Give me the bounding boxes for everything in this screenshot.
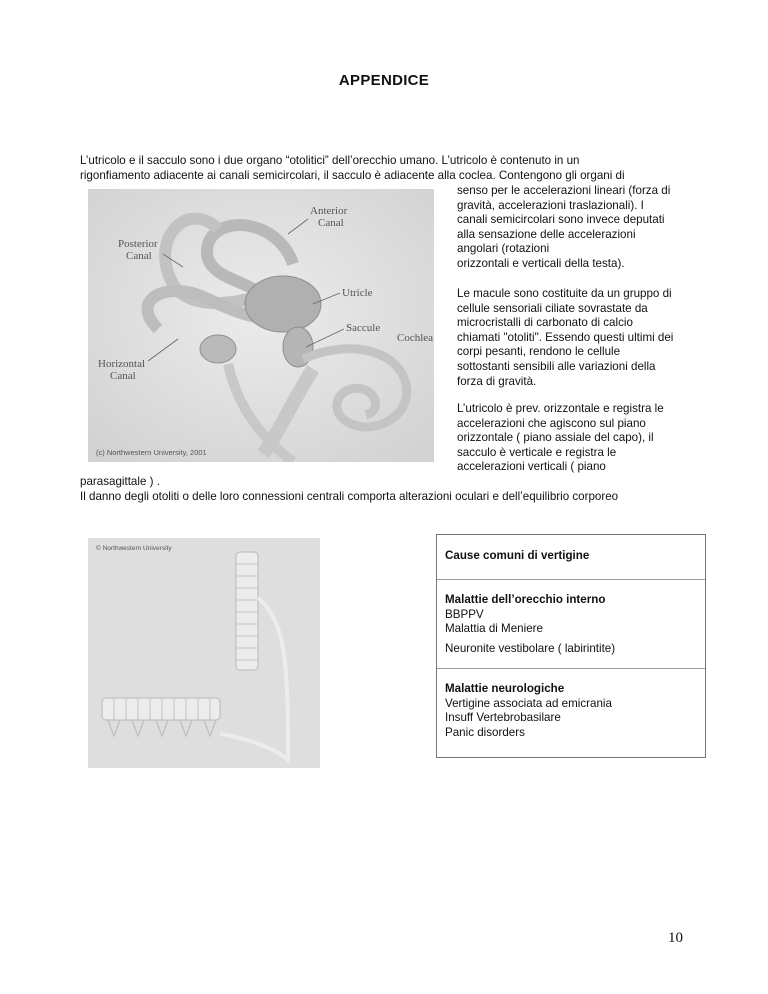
- figure2-copyright: © Northwestern University: [96, 545, 172, 552]
- list-item: Neuronite vestibolare ( labirintite): [445, 641, 616, 655]
- figure1-copyright: (c) Northwestern University, 2001: [96, 448, 207, 457]
- label-anterior-canal-2: Canal: [318, 217, 344, 229]
- text-line: angolari (rotazioni: [457, 242, 550, 256]
- table-header: Cause comuni di vertigine: [445, 549, 590, 562]
- label-saccule: Saccule: [346, 322, 381, 334]
- table-cell-inner-ear: [437, 579, 705, 669]
- list-item: Vertigine associata ad emicrania: [445, 696, 612, 710]
- side-paragraph-3: [457, 402, 707, 475]
- text-line: gravità, accelerazioni traslazionali). I: [457, 198, 644, 212]
- text-line: orizzontale ( piano assiale del capo), il: [457, 431, 654, 445]
- text-line: accelerazioni verticali ( piano: [457, 460, 606, 474]
- list-item: BBPPV: [445, 607, 484, 621]
- label-cochlea: Cochlea: [397, 332, 434, 344]
- label-horizontal-canal: Horizontal: [98, 358, 146, 370]
- table-header-cell: [437, 535, 705, 580]
- label-utricle: Utricle: [342, 287, 373, 299]
- inner-ear-illustration: [88, 189, 434, 462]
- vertigo-causes-table: [436, 534, 706, 758]
- label-anterior-canal: Anterior: [310, 205, 348, 217]
- text-line: senso per le accelerazioni lineari (forza di: [457, 184, 671, 197]
- intro-line: rigonfiamento adiacente ai canali semicircolari, il sacculo è adiacente alla coclea. Contengono gli organi di: [80, 168, 625, 182]
- neuro-heading: Malattie neurologiche: [445, 682, 565, 695]
- text-line: alla sensazione delle accelerazioni: [457, 227, 636, 241]
- text-line: canali semicircolari sono invece deputati: [457, 213, 665, 227]
- text-line: L’utricolo è prev. orizzontale e registra le: [457, 402, 664, 415]
- page-number: 10: [668, 930, 683, 946]
- table-cell-neuro: [437, 668, 705, 757]
- inner-ear-heading: Malattie dell’orecchio interno: [445, 593, 606, 606]
- text-line: Il danno degli otoliti o delle loro connessioni centrali comporta alterazioni oculari e dell’equilibrio corporeo: [80, 489, 619, 503]
- intro-paragraph: [80, 154, 700, 183]
- page-title: APPENDICE: [338, 72, 430, 89]
- list-item: Panic disorders: [445, 725, 525, 739]
- text-line: sacculo è verticale e registra le: [457, 445, 617, 459]
- side-paragraph-1: [457, 184, 707, 272]
- side-paragraph-2: [457, 287, 707, 389]
- intro-line: L’utricolo e il sacculo sono i due organo “otolitici” dell’orecchio umano. L’utricolo è contenuto in un: [80, 154, 580, 167]
- label-posterior-canal-2: Canal: [126, 250, 152, 262]
- continuation-paragraph: [80, 475, 720, 504]
- text-line: chiamati "otoliti". Essendo questi ultimi dei: [457, 330, 674, 344]
- label-horizontal-canal-2: Canal: [110, 370, 136, 382]
- list-item: Insuff Vertebrobasilare: [445, 711, 561, 725]
- text-line: orizzontali e verticali della testa).: [457, 256, 625, 270]
- text-line: forza di gravità.: [457, 374, 537, 388]
- hair-cells-illustration: [88, 538, 320, 768]
- text-line: parasagittale ) .: [80, 475, 160, 488]
- text-line: cellule sensoriali ciliate sovrastate da: [457, 301, 648, 315]
- text-line: microcristalli di carbonato di calcio: [457, 316, 633, 330]
- list-item: Malattia di Meniere: [445, 622, 543, 636]
- text-line: corpi pesanti, rendono le cellule: [457, 345, 621, 359]
- text-line: sottostanti sensibili alle variazioni della: [457, 359, 656, 373]
- label-posterior-canal: Posterior: [118, 238, 158, 250]
- text-line: Le macule sono costituite da un gruppo di: [457, 287, 672, 300]
- text-line: accelerazioni che agiscono sul piano: [457, 416, 646, 430]
